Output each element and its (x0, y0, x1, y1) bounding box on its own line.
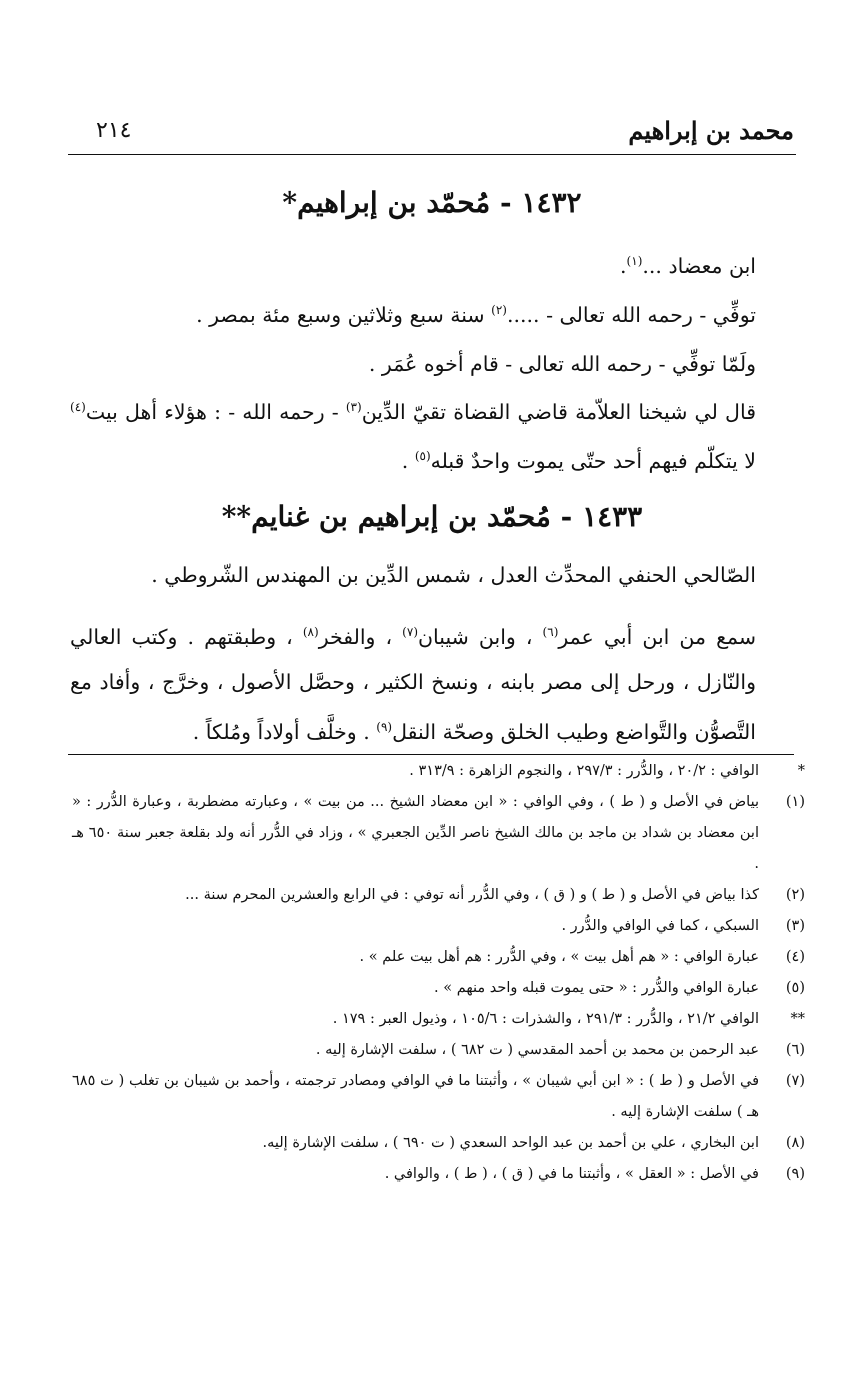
entry-title-1432: ١٤٣٢ - مُحمّد بن إبراهيم* (282, 186, 582, 219)
footnote (72, 1035, 809, 1066)
footnote-ref: (٨) (302, 625, 319, 639)
footnote (72, 942, 809, 973)
footnote (72, 1066, 809, 1128)
footnote-separator (68, 754, 794, 755)
footnote-marker: (٩) (785, 1166, 805, 1182)
entry-1433-paragraph: سمع من ابن أبي عمر$^{(٦)}$ ، وابن شيبان$^{(٧)}$ ، والفخر$^{(٨)}$ ، وطبقتهم . وكتب العالي والنّازل ، ورحل إلى مصر بابنه ، ونسخ الكثير ، وحصَّل الأصول ، وخرَّج ، وأفاد مع التَّصوُّن والتَّواضع وطيب الخلق وصحّة النقل$^{(٩)}$ . وخلَّف أولاداً ومُلكاً . (70, 624, 757, 744)
footnote-ref: (١) (626, 254, 643, 268)
footnote-ref: (٣) (345, 400, 362, 414)
entry-1432-paragraph: قال لي شيخنا العلاّمة قاضي القضاة تقيّ الدِّين$^{(٣)}$ - رحمه الله - : هؤلاء أهل بيت$^{(٤)}$ لا يتكلّم فيهم أحد حتّى يموت واحدٌ قبله$^{(٥)}$ . (70, 399, 756, 473)
footnote-ref: (٧) (402, 625, 418, 639)
footnote-marker: (٧) (785, 1073, 805, 1089)
entry-1432-paragraph: توفِّي - رحمه الله تعالى - .....$^{(٢)}$ سنة سبع وثلاثين وسبع مئة بمصر . (196, 302, 756, 327)
footnote-marker: (٥) (785, 980, 805, 996)
entry-1433-paragraph: الصّالحي الحنفي المحدِّث العدل ، شمس الدِّين بن المهندس الشّروطي . (151, 563, 756, 587)
footnotes (72, 756, 809, 1190)
footnote (72, 1004, 809, 1035)
entry-1432-paragraph: ابن معضاد ...$^{(١)}$. (620, 253, 756, 278)
footnote-ref: (٥) (414, 448, 431, 463)
footnote (72, 1128, 809, 1159)
footnote (72, 880, 809, 911)
footnote-marker: (٤) (785, 949, 805, 965)
footnote (72, 1159, 809, 1190)
footnote-marker: (٨) (785, 1135, 805, 1151)
footnote-marker: (١) (785, 794, 805, 810)
footnote-marker: ** (790, 1011, 805, 1027)
footnote (72, 973, 809, 1004)
footnote-text: كذا بياض في الأصل و ( ط ) و ( ق ) ، وفي الدُّرر أنه توفي : في الرابع والعشرين المحرم سنة ... (185, 887, 759, 903)
page-number: ٢١٤ (96, 118, 132, 143)
footnote-text: عبارة الوافي : « هم أهل بيت » ، وفي الدُّرر : هم أهل بيت علم » . (359, 949, 759, 965)
footnote-text: في الأصل و ( ط ) : « ابن أبي شيبان » ، وأثبتنا ما في الوافي ومصادر ترجمته ، وأحمد بن شيبان بن تغلب ( ت ٦٨٥ هـ ) سلفت الإشارة إليه . (72, 1073, 759, 1120)
footnote-ref: (٤) (70, 400, 86, 414)
footnote-marker: (٦) (785, 1042, 805, 1058)
footnote-text: بياض في الأصل و ( ط ) ، وفي الوافي : « ابن معضاد الشيخ ... من بيت » ، وعبارته مضطربة ، وعبارة الدُّرر : « ابن معضاد بن شداد بن ماجد بن مالك الشيخ ناصر الدِّين الجعبري » ، وزاد في الدُّرر أنه ولد بقلعة جعبر سنة ٦٥٠ هـ . (72, 794, 759, 872)
footnote-text: عبد الرحمن بن محمد بن أحمد المقدسي ( ت ٦٨٢ ) ، سلفت الإشارة إليه . (315, 1042, 759, 1058)
running-header (68, 116, 796, 155)
footnote-text: عبارة الوافي والدُّرر : « حتى يموت قبله واحد منهم » . (434, 980, 759, 996)
footnote-marker: * (797, 763, 805, 779)
footnote-text: الوافي ٢١/٢ ، والدُّرر : ٢٩١/٣ ، والشذرات : ١٠٥/٦ ، وذيول العبر : ١٧٩ . (332, 1011, 759, 1027)
footnote (72, 756, 809, 787)
footnote (72, 787, 809, 880)
footnote-marker: (٢) (785, 887, 805, 903)
footnote-text: في الأصل : « العقل » ، وأثبتنا ما في ( ق ) ، ( ط ) ، والوافي . (384, 1166, 759, 1182)
footnote-text: الوافي : ٢٠/٢ ، والدُّرر : ٢٩٧/٣ ، والنجوم الزاهرة : ٣١٣/٩ . (409, 763, 759, 779)
footnote-ref: (٢) (491, 303, 507, 317)
footnote-ref: (٩) (376, 719, 393, 734)
entry-1432-paragraph: ولَمّا توفِّي - رحمه الله تعالى - قام أخوه عُمَر . (368, 352, 756, 376)
footnote-text: ابن البخاري ، علي بن أحمد بن عبد الواحد السعدي ( ت ٦٩٠ ) ، سلفت الإشارة إليه. (262, 1135, 759, 1151)
footnote (72, 911, 809, 942)
footnote-marker: (٣) (785, 918, 805, 934)
running-header-title: محمد بن إبراهيم (628, 116, 794, 145)
entry-title-1433: ١٤٣٣ - مُحمّد بن إبراهيم بن غنايم** (221, 500, 643, 533)
footnote-ref: (٦) (542, 625, 559, 639)
footnote-text: السبكي ، كما في الوافي والدُّرر . (561, 918, 759, 934)
